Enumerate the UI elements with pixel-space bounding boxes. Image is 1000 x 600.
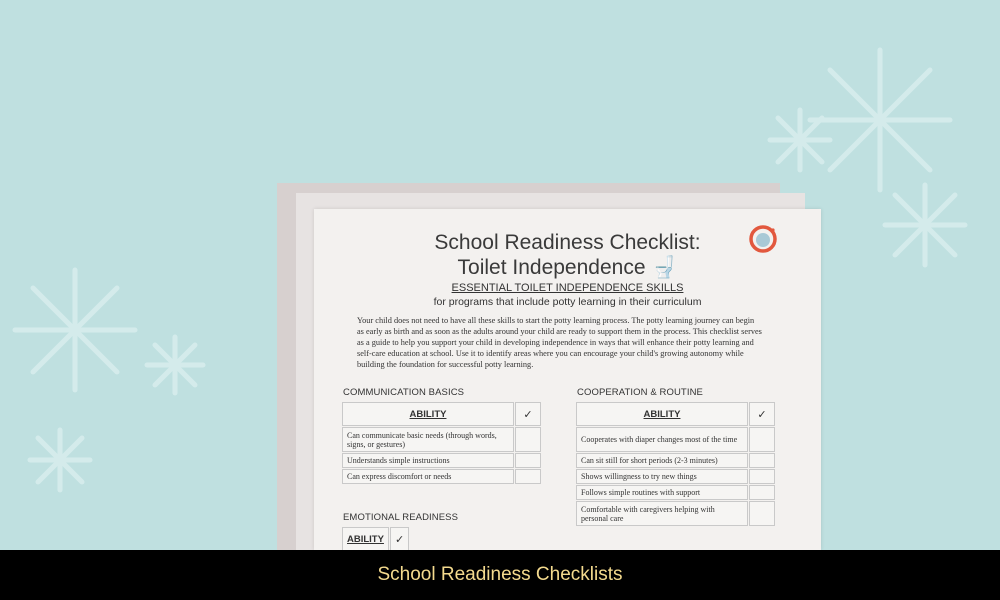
ability-cell: Understands simple instructions (342, 453, 514, 468)
checkbox-cell[interactable] (749, 453, 775, 468)
communication-table (341, 401, 542, 485)
checkbox-cell[interactable] (515, 427, 541, 452)
ability-header: ABILITY (576, 402, 748, 426)
section-title-communication: COMMUNICATION BASICS (343, 387, 465, 398)
document-title: School Readiness Checklist: (434, 231, 701, 254)
table-row (576, 469, 775, 484)
document-subtitle-secondary: for programs that include potty learning in their curriculum (433, 296, 702, 308)
checkbox-cell[interactable] (515, 469, 541, 484)
ability-cell: Can express discomfort or needs (342, 469, 514, 484)
checkbox-cell[interactable] (749, 485, 775, 500)
ability-cell: Cooperates with diaper changes most of the time (576, 427, 748, 452)
table-row (576, 501, 775, 526)
checkbox-cell[interactable] (749, 469, 775, 484)
table-row (342, 469, 541, 484)
checklist-document (314, 209, 821, 550)
caption-text: School Readiness Checklists (377, 564, 623, 585)
checkbox-cell[interactable] (749, 501, 775, 526)
section-title-cooperation: COOPERATION & ROUTINE (577, 387, 703, 398)
table-row (342, 427, 541, 452)
ability-cell: Comfortable with caregivers helping with personal care (576, 501, 748, 526)
document-subtitle: ESSENTIAL TOILET INDEPENDENCE SKILLS (451, 282, 684, 294)
ability-cell: Shows willingness to try new things (576, 469, 748, 484)
cooperation-table (575, 401, 776, 527)
ability-header: ABILITY (342, 527, 389, 550)
document-title-line2: Toilet Independence 🚽 (457, 256, 678, 279)
table-row (576, 485, 775, 500)
ability-cell: Can communicate basic needs (through words, signs, or gestures) (342, 427, 514, 452)
ability-cell: Can sit still for short periods (2-3 minutes) (576, 453, 748, 468)
section-title-emotional: EMOTIONAL READINESS (343, 512, 459, 523)
table-row (576, 453, 775, 468)
ability-header: ABILITY (342, 402, 514, 426)
checkbox-cell[interactable] (749, 427, 775, 452)
ability-cell: Follows simple routines with support (576, 485, 748, 500)
intro-paragraph: Your child does not need to have all these skills to start the potty learning process. The potty learning journey can begin as early as birth and as soon as the adults around your child are ready to support them in the process. This checklist serves as a guide to help you support your child in developing independence in ways that will enhance their potty learning and self-care education at school. Use it to identify areas where you can encourage your child's growing autonomy while building the foundation for successful potty learning. (357, 316, 762, 369)
table-row (576, 427, 775, 452)
caption-bar (0, 550, 1000, 600)
check-header: ✓ (515, 402, 541, 426)
emotional-table (341, 526, 410, 550)
checkbox-cell[interactable] (515, 453, 541, 468)
check-header: ✓ (390, 527, 409, 550)
check-header: ✓ (749, 402, 775, 426)
table-row (342, 453, 541, 468)
